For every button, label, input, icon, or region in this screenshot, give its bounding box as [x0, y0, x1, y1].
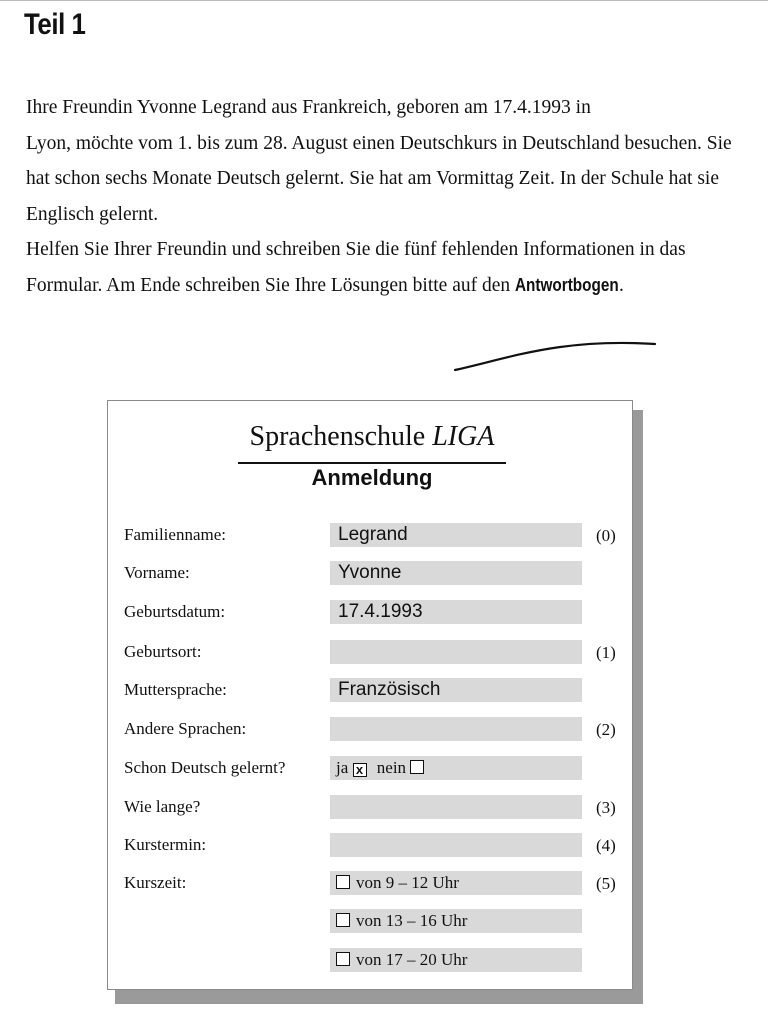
nein-label: nein: [376, 758, 407, 777]
field-label: Andere Sprachen:: [124, 719, 247, 738]
geburtsort-field[interactable]: [330, 640, 582, 664]
vorname-field[interactable]: Yvonne: [330, 561, 582, 585]
field-label: Familienname:: [124, 525, 226, 544]
form-row-kurszeit: [108, 871, 634, 895]
form-row-kurstermin: [108, 833, 634, 857]
field-label: Muttersprache:: [124, 680, 227, 699]
kurszeit-checkbox[interactable]: [336, 875, 350, 889]
kurszeit-option-label: von 9 – 12 Uhr: [356, 873, 459, 892]
form-row-geburtsdatum: [108, 600, 634, 624]
question-number: (5): [596, 874, 616, 893]
field-label: Schon Deutsch gelernt?: [124, 758, 286, 777]
form-row-andere-sprachen: [108, 717, 634, 741]
ja-checkbox[interactable]: x: [353, 763, 367, 777]
instruction-line: Englisch gelernt.: [26, 203, 159, 225]
section-heading: Teil 1: [24, 8, 86, 41]
school-name-plain: Sprachenschule: [249, 421, 426, 452]
question-number: (4): [596, 836, 616, 855]
form-row-wie-lange: [108, 795, 634, 819]
form-row-kurszeit-2: [108, 909, 634, 933]
field-label: Kurstermin:: [124, 835, 207, 854]
andere-sprachen-field[interactable]: [330, 717, 582, 741]
title-underline: [238, 462, 506, 464]
field-label: Wie lange?: [124, 797, 201, 816]
form-row-familienname: [108, 523, 634, 547]
instruction-line: Helfen Sie Ihrer Freundin und schreiben Sie die fünf fehlenden Informationen in das: [26, 239, 686, 260]
form-row-muttersprache: [108, 678, 634, 702]
form-row-deutsch-gelernt: [108, 756, 634, 780]
instruction-line: Ihre Freundin Yvonne Legrand aus Frankreich, geboren am 17.4.1993 in: [26, 97, 591, 118]
kurstermin-field[interactable]: [330, 833, 582, 857]
geburtsdatum-field[interactable]: 17.4.1993: [330, 600, 582, 624]
kurszeit-option[interactable]: [330, 871, 582, 895]
form-row-geburtsort: [108, 640, 634, 664]
muttersprache-field[interactable]: Französisch: [330, 678, 582, 702]
form-row-vorname: [108, 561, 634, 585]
ja-label: ja: [336, 758, 349, 777]
question-number: (0): [596, 526, 616, 545]
kurszeit-checkbox[interactable]: [336, 952, 350, 966]
instruction-line: hat schon sechs Monate Deutsch gelernt. Sie hat am Vormittag Zeit. In der Schule hat sie: [26, 168, 719, 189]
registration-form: [107, 400, 633, 990]
form-subtitle: Anmeldung: [311, 465, 433, 490]
field-label: Vorname:: [124, 563, 190, 582]
kurszeit-option-label: von 13 – 16 Uhr: [356, 911, 468, 930]
field-label: Geburtsdatum:: [124, 602, 226, 621]
kurszeit-option-label: von 17 – 20 Uhr: [356, 950, 468, 969]
question-number: (1): [596, 643, 616, 662]
field-label: Geburtsort:: [124, 642, 202, 661]
familienname-field[interactable]: Legrand: [330, 523, 582, 547]
field-label: Kurszeit:: [124, 873, 187, 892]
question-number: (3): [596, 798, 616, 817]
nein-checkbox[interactable]: [410, 760, 424, 774]
top-border: [0, 0, 768, 1]
form-row-kurszeit-3: [108, 948, 634, 972]
kurszeit-option[interactable]: [330, 948, 582, 972]
school-name: [238, 421, 506, 453]
instruction-line-last: [26, 268, 768, 304]
task-instructions: [26, 90, 768, 303]
pen-stroke-decoration: [450, 332, 660, 376]
instruction-period: .: [619, 274, 624, 296]
deutsch-gelernt-field: [330, 756, 582, 780]
school-name-italic: LIGA: [432, 421, 495, 452]
kurszeit-checkbox[interactable]: [336, 913, 350, 927]
wie-lange-field[interactable]: [330, 795, 582, 819]
answer-sheet-keyword: Antwortbogen: [515, 274, 619, 295]
instruction-line: Lyon, möchte vom 1. bis zum 28. August einen Deutschkurs in Deutschland besuchen. Sie: [26, 132, 732, 154]
kurszeit-option[interactable]: [330, 909, 582, 933]
instruction-text: Formular. Am Ende schreiben Sie Ihre Lösungen bitte auf den: [26, 274, 511, 296]
question-number: (2): [596, 720, 616, 739]
